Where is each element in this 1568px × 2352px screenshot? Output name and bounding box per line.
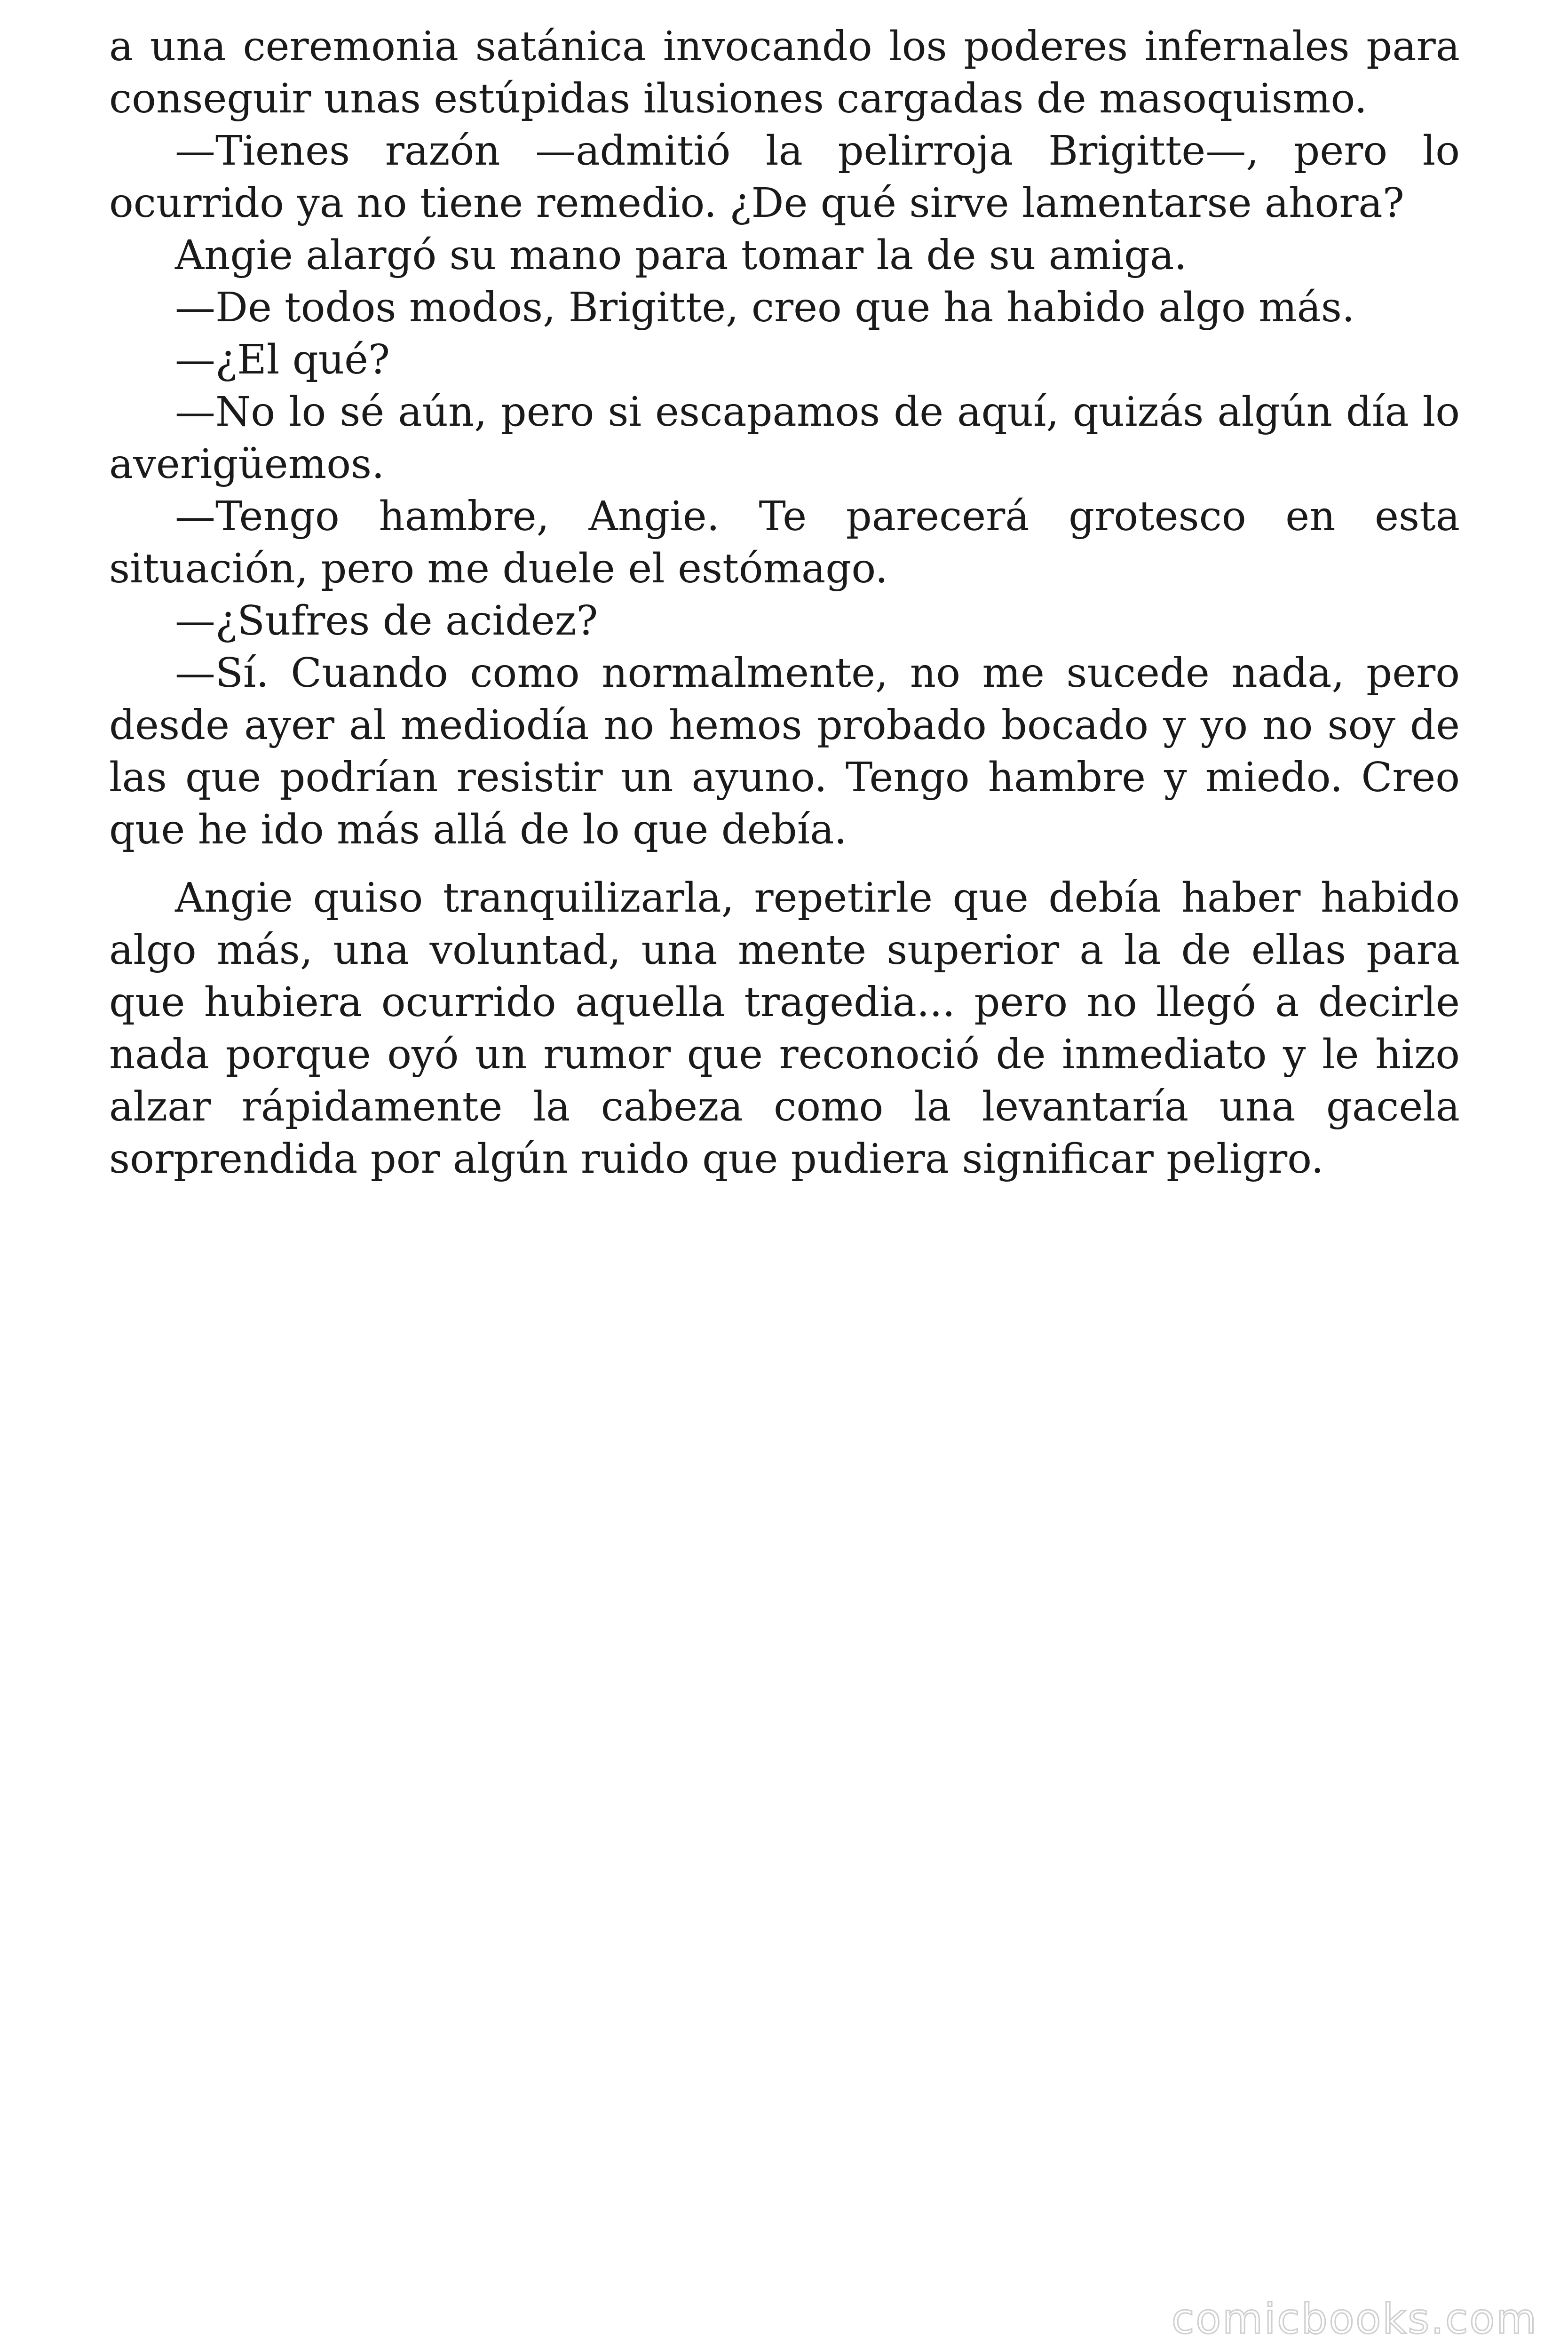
paragraph-dialogue: —Tengo hambre, Angie. Te parecerá grotesco en esta situación, pero me duele el estómago. xyxy=(109,493,1460,592)
page-text xyxy=(109,21,1460,1185)
paragraph-dialogue: —Tienes razón —admitió la pelirroja Brigitte—, pero lo ocurrido ya no tiene remedio. ¿De qué sirve lamentarse ahora? xyxy=(109,127,1460,227)
paragraph-continuation: a una ceremonia satánica invocando los poderes infernales para conseguir unas estúpidas ilusiones cargadas de masoquismo. xyxy=(109,23,1460,122)
paragraph-dialogue: —Sí. Cuando como normalmente, no me sucede nada, pero desde ayer al mediodía no hemos probado bocado y yo no soy de las que podrían resistir un ayuno. Tengo hambre y miedo. Creo que he ido más allá de lo que debía. xyxy=(109,650,1460,853)
paragraph-narration: Angie alargó su mano para tomar la de su amiga. xyxy=(175,232,1187,279)
paragraph-dialogue: —¿Sufres de acidez? xyxy=(175,597,598,644)
paragraph-narration: Angie quiso tranquilizarla, repetirle que debía haber habido algo más, una voluntad, una mente superior a la de ellas para que hubiera ocurrido aquella tragedia... pero no llegó a decirle nada porque oyó un rumor que reconoció de inmediato y le hizo alzar rápidamente la cabeza como la levantaría una gacela sorprendida por algún ruido que pudiera significar peligro. xyxy=(109,874,1460,1183)
site-watermark: comicbooks.com xyxy=(1171,2295,1538,2343)
paragraph-dialogue: —De todos modos, Brigitte, creo que ha habido algo más. xyxy=(175,284,1355,331)
paragraph-dialogue: —No lo sé aún, pero si escapamos de aquí, quizás algún día lo averigüemos. xyxy=(109,389,1460,488)
paragraph-dialogue: —¿El qué? xyxy=(175,336,390,383)
